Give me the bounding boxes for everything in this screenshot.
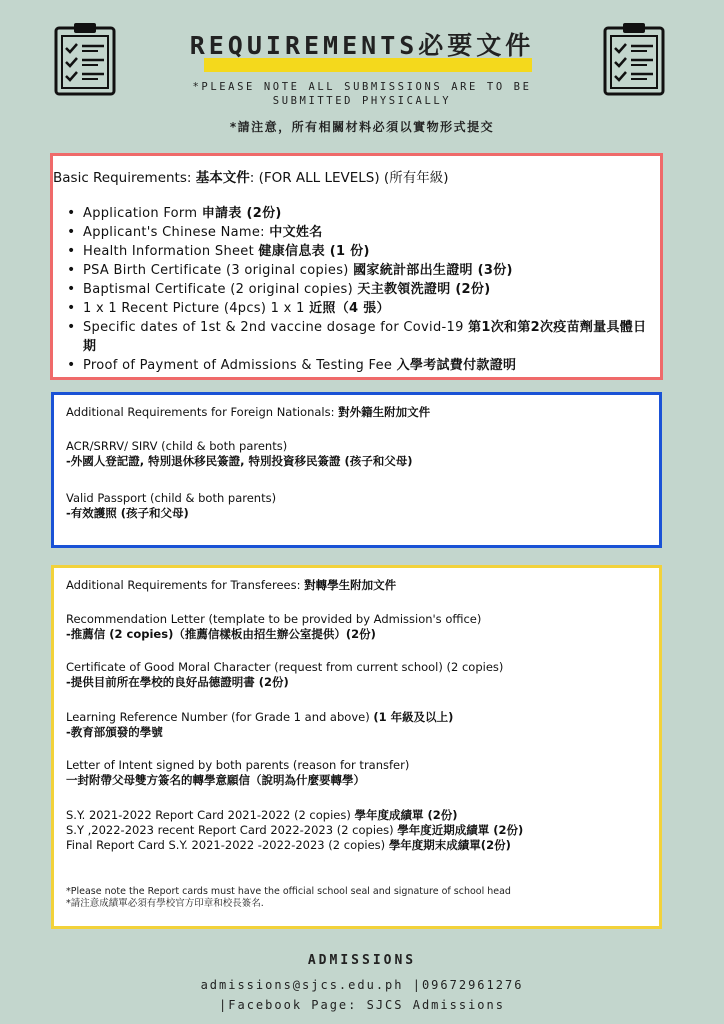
footer-title: ADMISSIONS: [307, 953, 417, 968]
acr-cn: -外國人登記證, 特別退休移民簽證, 特別投資移民簽證 (孩子和父母): [66, 454, 413, 468]
transfer-heading-en: Additional Requirements for Transferees:: [66, 578, 305, 592]
item-cn: 申請表 (2份): [201, 206, 282, 221]
foreign-acr: [66, 439, 656, 469]
rc1-en: S.Y. 2021-2022 Report Card 2021-2022 (2 copies): [66, 808, 355, 822]
foreign-heading-cn: 對外籍生附加文件: [338, 405, 431, 419]
item-cn: 第1次和第2次疫苗劑量具體日期: [83, 320, 647, 354]
moral-cn: -提供目前所在學校的良好品德證明書 (2份): [66, 675, 289, 689]
item-en: Baptismal Certificate (2 original copies): [83, 282, 358, 297]
foreign-heading-en: Additional Requirements for Foreign Nationals:: [66, 405, 339, 419]
item-cn: 中文姓名: [269, 225, 323, 240]
basic-requirements-list: [65, 204, 657, 375]
item-en: Health Information Sheet: [83, 244, 259, 259]
foreign-heading: [66, 405, 656, 420]
basic-requirements-box: [50, 153, 663, 380]
passport-en: Valid Passport (child & both parents): [66, 491, 277, 505]
transfer-intent: [66, 758, 656, 788]
transfer-recommendation: [66, 612, 656, 642]
list-item: [65, 356, 657, 375]
passport-cn: -有效護照 (孩子和父母): [66, 506, 189, 520]
basic-heading: [53, 166, 448, 186]
moral-en: Certificate of Good Moral Character (request from current school) (2 copies): [66, 660, 504, 674]
list-item: [65, 242, 657, 261]
list-item: [65, 204, 657, 223]
rc2-cn: 學年度近期成績單 (2份): [397, 823, 524, 837]
list-item: [65, 261, 657, 280]
item-en: Application Form: [83, 206, 202, 221]
transfer-moral: [66, 660, 656, 690]
footnote-cn: *請注意成績單必須有學校官方印章和校長簽名.: [66, 898, 264, 909]
basic-heading-cn: 基本文件: [195, 170, 250, 186]
rc1-cn: 學年度成績單 (2份): [354, 808, 458, 822]
page-title: REQUIREMENTS必要文件: [189, 31, 535, 60]
acr-en: ACR/SRRV/ SIRV (child & both parents): [66, 439, 288, 453]
rec-en: Recommendation Letter (template to be provided by Admission's office): [66, 612, 482, 626]
item-en: Proof of Payment of Admissions & Testing Fee: [83, 358, 397, 373]
item-cn: 國家統計部出生證明 (3份): [353, 263, 513, 278]
list-item: [65, 318, 657, 356]
transfer-heading-cn: 對轉學生附加文件: [304, 578, 397, 592]
clipboard-checklist-icon: [603, 22, 665, 96]
list-item: [65, 280, 657, 299]
submission-note-cn: *請注意，所有相關材料必須以實物形式提交: [229, 120, 495, 134]
foreign-passport: [66, 491, 656, 521]
transfer-lrn: [66, 710, 656, 740]
transfer-report-cards: [66, 808, 656, 853]
item-cn: 近照（4 張）: [309, 301, 390, 316]
rc3-cn: 學年度期末成績單(2份): [388, 838, 511, 852]
intent-en: Letter of Intent signed by both parents (reason for transfer): [66, 758, 410, 772]
submission-note-line1: *PLEASE NOTE ALL SUBMISSIONS ARE TO BE: [192, 81, 532, 93]
item-cn: 健康信息表 (1 份): [258, 244, 370, 259]
basic-heading-rest: : (FOR ALL LEVELS) (所有年級): [249, 170, 449, 186]
report-card-3: [66, 838, 656, 853]
foreign-requirements-box: [51, 392, 662, 548]
lrn-cn-inline: (1 年級及以上): [373, 710, 454, 724]
item-en: Specific dates of 1st & 2nd vaccine dosage for Covid-19: [83, 320, 469, 335]
report-card-2: [66, 823, 656, 838]
list-item: [65, 299, 657, 318]
lrn-line: [66, 710, 656, 725]
transfer-heading: [66, 578, 656, 593]
item-en: 1 x 1 Recent Picture (4pcs) 1 x 1: [83, 301, 310, 316]
intent-cn: 一封附帶父母雙方簽名的轉學意願信（說明為什麼要轉學）: [66, 773, 365, 787]
footnote-en: *Please note the Report cards must have the official school seal and signature of school head: [66, 886, 511, 897]
rec-cn: -推薦信 (2 copies)（推薦信樣板由招生辦公室提供）(2份): [66, 627, 376, 641]
lrn-cn: -教育部頒發的學號: [66, 725, 163, 739]
clipboard-checklist-icon: [54, 22, 116, 96]
submission-note-line2: SUBMITTED PHYSICALLY: [272, 95, 452, 107]
item-cn: 天主教領洗證明 (2份): [357, 282, 491, 297]
item-en: Applicant's Chinese Name:: [83, 225, 270, 240]
lrn-en: Learning Reference Number (for Grade 1 and above): [66, 710, 374, 724]
rc3-en: Final Report Card S.Y. 2021-2022 -2022-2023 (2 copies): [66, 838, 389, 852]
basic-heading-en: Basic Requirements:: [53, 170, 196, 186]
item-en: PSA Birth Certificate (3 original copies): [83, 263, 354, 278]
item-cn: 入學考試費付款證明: [396, 358, 517, 373]
transferee-requirements-box: [51, 565, 662, 929]
report-card-footnote: [66, 886, 656, 910]
report-card-1: [66, 808, 656, 823]
footer-facebook: |Facebook Page: SJCS Admissions: [219, 998, 505, 1012]
rc2-en: S.Y ,2022-2023 recent Report Card 2022-2023 (2 copies): [66, 823, 398, 837]
page-title-wrap: [150, 26, 574, 62]
list-item: [65, 223, 657, 242]
footer-contact: admissions@sjcs.edu.ph |09672961276: [200, 978, 524, 992]
submission-note-en: [150, 80, 574, 108]
